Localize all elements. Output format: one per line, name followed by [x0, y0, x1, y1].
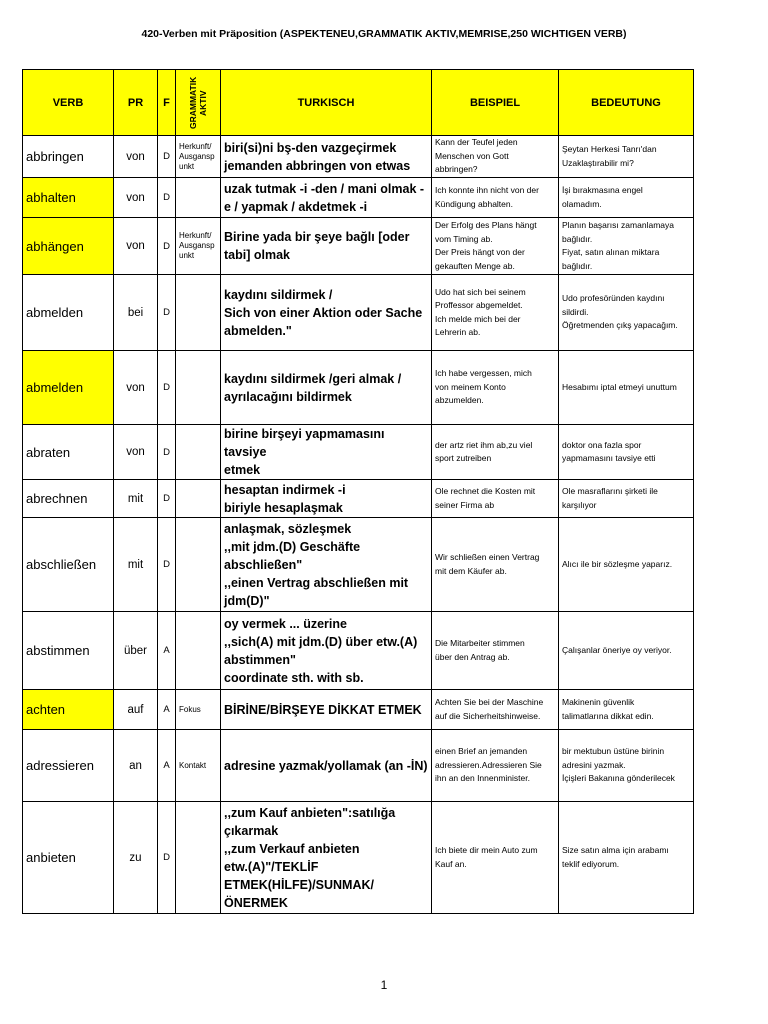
text-line: Wir schließen einen Vertrag	[435, 552, 540, 562]
bedeutung-cell	[559, 612, 694, 690]
text-line: İçişleri Bakanına gönderilecek	[562, 773, 675, 784]
text-line: Alıcı ile bir sözleşme yaparız.	[562, 558, 673, 569]
beispiel-cell	[432, 218, 559, 275]
preposition-cell: über	[114, 612, 158, 690]
text-line: olamadım.	[562, 198, 602, 209]
preposition-cell: an	[114, 730, 158, 802]
text-line: Der Preis hängt von der	[435, 247, 525, 257]
text-line: Ole rechnet die Kosten mit	[435, 486, 536, 496]
grammatik-cell: Herkunft/ Ausgansp unkt	[176, 136, 221, 178]
text-line: Lehrerin ab.	[435, 327, 481, 337]
preposition-cell: auf	[114, 690, 158, 730]
beispiel-cell	[432, 480, 559, 518]
text-line: Udo profesöründen kaydını	[562, 293, 665, 304]
text-line: ihn an den Innenminister.	[435, 773, 530, 784]
text-line: tabi] olmak	[224, 248, 290, 262]
text-line: mit dem Käufer ab.	[435, 565, 507, 576]
text-line: Size satın alma için arabamı	[562, 845, 669, 855]
table-row	[23, 518, 694, 612]
verb-cell: abschließen	[23, 518, 114, 612]
beispiel-cell	[432, 136, 559, 178]
preposition-cell: bei	[114, 275, 158, 351]
case-cell: D	[158, 425, 176, 480]
verb-cell: abstimmen	[23, 612, 114, 690]
beispiel-cell	[432, 275, 559, 351]
text-line: abmelden."	[224, 323, 292, 338]
text-line: Planın başarısı zamanlamaya	[562, 220, 674, 230]
text-line: Udo hat sich bei seinem	[435, 286, 526, 297]
preposition-cell: von	[114, 178, 158, 218]
table-row	[23, 136, 694, 178]
header-bedeutung: BEDEUTUNG	[559, 70, 694, 136]
text-line: Ole masraflarını şirketi ile	[562, 486, 658, 496]
table-row	[23, 351, 694, 425]
text-line: e / yapmak / akdetmek -i	[224, 199, 368, 214]
grammatik-cell	[176, 351, 221, 425]
grammatik-cell	[176, 480, 221, 518]
text-line: seiner Firma ab	[435, 499, 495, 510]
beispiel-cell	[432, 518, 559, 612]
text-line: abzumelden.	[435, 395, 484, 406]
verb-cell: abraten	[23, 425, 114, 480]
text-line: ,,einen Vertrag abschließen mit	[224, 575, 409, 590]
verb-cell: abhängen	[23, 218, 114, 275]
turkisch-cell	[221, 480, 432, 518]
text-line: gekauften Menge ab.	[435, 260, 515, 271]
header-pr: PR	[114, 70, 158, 136]
table-row	[23, 730, 694, 802]
verb-cell: adressieren	[23, 730, 114, 802]
preposition-cell: von	[114, 425, 158, 480]
beispiel-cell	[432, 690, 559, 730]
text-line: einen Brief an jemanden	[435, 746, 528, 757]
header-grammatik: GRAMMATIK AKTIV	[176, 70, 221, 136]
case-cell: D	[158, 178, 176, 218]
text-line: Makinenin güvenlik	[562, 697, 635, 707]
text-line: Kann der Teufel jeden	[435, 137, 518, 148]
verb-table	[22, 69, 694, 914]
table-row	[23, 480, 694, 518]
text-line: kaydını sildirmek /	[224, 287, 333, 302]
preposition-cell: von	[114, 351, 158, 425]
turkisch-cell	[221, 178, 432, 218]
text-line: über den Antrag ab.	[435, 651, 510, 662]
text-line: oy vermek ... üzerine	[224, 616, 347, 631]
verb-cell: achten	[23, 690, 114, 730]
grammatik-cell	[176, 275, 221, 351]
text-line: ,,mit jdm.(D) Geschäfte	[224, 539, 361, 554]
text-line: coordinate sth. with sb.	[224, 670, 364, 685]
text-line: Uzaklaştırabilir mi?	[562, 157, 634, 168]
text-line: adresine yazmak/yollamak (an -İN)	[224, 758, 428, 773]
text-line: bağlıdır.	[562, 233, 593, 244]
table-row	[23, 218, 694, 275]
text-line: Birine yada bir şeye bağlı [oder	[224, 230, 410, 244]
text-line: anlaşmak, sözleşmek	[224, 521, 352, 536]
preposition-cell: von	[114, 218, 158, 275]
table-row	[23, 802, 694, 914]
header-beispiel: BEISPIEL	[432, 70, 559, 136]
case-cell: D	[158, 480, 176, 518]
text-line: abschließen"	[224, 557, 303, 572]
text-line: Kündigung abhalten.	[435, 198, 513, 209]
text-line: adresini yazmak.	[562, 759, 626, 770]
text-line: Die Mitarbeiter stimmen	[435, 638, 525, 648]
case-cell: A	[158, 690, 176, 730]
text-line: uzak tutmak -i -den / mani olmak -	[224, 181, 425, 196]
case-cell: D	[158, 218, 176, 275]
text-line: von meinem Konto	[435, 381, 506, 392]
case-cell: A	[158, 730, 176, 802]
bedeutung-cell	[559, 178, 694, 218]
text-line: vom Timing ab.	[435, 233, 493, 244]
bedeutung-cell	[559, 218, 694, 275]
grammatik-cell	[176, 178, 221, 218]
turkisch-cell	[221, 690, 432, 730]
verb-cell: anbieten	[23, 802, 114, 914]
text-line: Der Erfolg des Plans hängt	[435, 220, 537, 230]
bedeutung-cell	[559, 518, 694, 612]
header-row	[23, 70, 694, 136]
text-line: Hesabımı iptal etmeyi unuttum	[562, 381, 677, 392]
turkisch-cell	[221, 351, 432, 425]
text-line: ,,sich(A) mit jdm.(D) über etw.(A)	[224, 634, 418, 649]
beispiel-cell	[432, 351, 559, 425]
beispiel-cell	[432, 802, 559, 914]
text-line: sildirdi.	[562, 306, 589, 317]
text-line: jemanden abbringen von etwas	[224, 158, 411, 173]
text-line: Ich biete dir mein Auto zum	[435, 845, 538, 855]
header-f: F	[158, 70, 176, 136]
page-title: 420-Verben mit Präposition (ASPEKTENEU,GRAMMATIK AKTIV,MEMRISE,250 WICHTIGEN VERB)	[141, 28, 627, 40]
header-verb: VERB	[23, 70, 114, 136]
preposition-cell: zu	[114, 802, 158, 914]
grammatik-cell: Herkunft/ Ausgansp unkt	[176, 218, 221, 275]
preposition-cell: mit	[114, 480, 158, 518]
table-row	[23, 612, 694, 690]
text-line: auf die Sicherheitshinweise.	[435, 710, 541, 721]
case-cell: D	[158, 802, 176, 914]
turkisch-cell	[221, 802, 432, 914]
turkisch-cell	[221, 425, 432, 480]
table-row	[23, 178, 694, 218]
text-line: ETMEK(HİLFE)/SUNMAK/ÖNERMEK	[224, 877, 374, 910]
turkisch-cell	[221, 136, 432, 178]
grammatik-cell	[176, 518, 221, 612]
case-cell: D	[158, 351, 176, 425]
text-line: Fiyat, satın alınan miktara	[562, 247, 660, 257]
text-line: Ich konnte ihn nicht von der	[435, 185, 539, 195]
verb-cell: abhalten	[23, 178, 114, 218]
text-line: Proffessor abgemeldet.	[435, 300, 523, 310]
text-line: ayrılacağını bildirmek	[224, 389, 352, 404]
text-line: hesaptan indirmek -i	[224, 482, 346, 497]
text-line: etmek	[224, 463, 261, 477]
text-line: etw.(A)"/TEKLİF	[224, 859, 319, 874]
page-number: 1	[380, 978, 388, 992]
text-line: bir mektubun üstüne birinin	[562, 746, 665, 757]
text-line: Öğretmenden çıkş yapacağım.	[562, 320, 678, 331]
text-line: der artz riet ihm ab,zu viel	[435, 439, 533, 450]
grammatik-cell	[176, 612, 221, 690]
header-turkisch: TURKISCH	[221, 70, 432, 136]
verb-cell: abrechnen	[23, 480, 114, 518]
bedeutung-cell	[559, 351, 694, 425]
beispiel-cell	[432, 425, 559, 480]
text-line: ,,zum Verkauf anbieten	[224, 841, 360, 856]
text-line: çıkarmak	[224, 823, 279, 838]
table-row	[23, 690, 694, 730]
text-line: sport zutreiben	[435, 453, 492, 463]
text-line: adressieren.Adressieren Sie	[435, 759, 542, 770]
text-line: talimatlarına dikkat edin.	[562, 710, 654, 721]
grammatik-cell	[176, 802, 221, 914]
verb-cell: abmelden	[23, 351, 114, 425]
turkisch-cell	[221, 275, 432, 351]
grammatik-cell: Fokus	[176, 690, 221, 730]
text-line: jdm(D)"	[224, 593, 270, 608]
text-line: biriyle hesaplaşmak	[224, 500, 343, 515]
case-cell: D	[158, 518, 176, 612]
beispiel-cell	[432, 178, 559, 218]
case-cell: D	[158, 275, 176, 351]
text-line: İşi bırakmasına engel	[562, 185, 643, 195]
text-line: Ich habe vergessen, mich	[435, 368, 532, 379]
text-line: karşılıyor	[562, 499, 597, 510]
text-line: Sich von einer Aktion oder Sache	[224, 305, 423, 320]
text-line: Kauf an.	[435, 858, 467, 869]
turkisch-cell	[221, 518, 432, 612]
verb-cell: abmelden	[23, 275, 114, 351]
bedeutung-cell	[559, 730, 694, 802]
text-line: Çalışanlar öneriye oy veriyor.	[562, 644, 672, 655]
case-cell: D	[158, 136, 176, 178]
text-line: Achten Sie bei der Maschine	[435, 697, 544, 707]
text-line: abstimmen"	[224, 652, 296, 667]
grammatik-cell: Kontakt	[176, 730, 221, 802]
turkisch-cell	[221, 612, 432, 690]
preposition-cell: mit	[114, 518, 158, 612]
text-line: yapmamasını tavsiye etti	[562, 453, 656, 463]
text-line: abbringen?	[435, 164, 478, 175]
text-line: birine birşeyi yapmamasını tavsiye	[224, 427, 385, 459]
bedeutung-cell	[559, 690, 694, 730]
bedeutung-cell	[559, 275, 694, 351]
bedeutung-cell	[559, 425, 694, 480]
beispiel-cell	[432, 612, 559, 690]
table-row	[23, 275, 694, 351]
text-line: Ich melde mich bei der	[435, 313, 521, 324]
preposition-cell: von	[114, 136, 158, 178]
text-line: Şeytan Herkesi Tanrı'dan	[562, 144, 657, 154]
turkisch-cell	[221, 218, 432, 275]
text-line: Menschen von Gott	[435, 150, 509, 161]
verb-cell: abbringen	[23, 136, 114, 178]
bedeutung-cell	[559, 136, 694, 178]
case-cell: A	[158, 612, 176, 690]
turkisch-cell	[221, 730, 432, 802]
text-line: bağlıdır.	[562, 260, 593, 271]
text-line: doktor ona fazla spor	[562, 439, 642, 450]
grammatik-cell	[176, 425, 221, 480]
beispiel-cell	[432, 730, 559, 802]
text-line: ,,zum Kauf anbieten":satılığa	[224, 805, 396, 820]
table-row	[23, 425, 694, 480]
text-line: BİRİNE/BİRŞEYE DİKKAT ETMEK	[224, 702, 422, 717]
text-line: teklif ediyorum.	[562, 858, 620, 869]
text-line: kaydını sildirmek /geri almak /	[224, 371, 402, 386]
text-line: biri(si)ni bş-den vazgeçirmek	[224, 140, 397, 155]
bedeutung-cell	[559, 480, 694, 518]
bedeutung-cell	[559, 802, 694, 914]
